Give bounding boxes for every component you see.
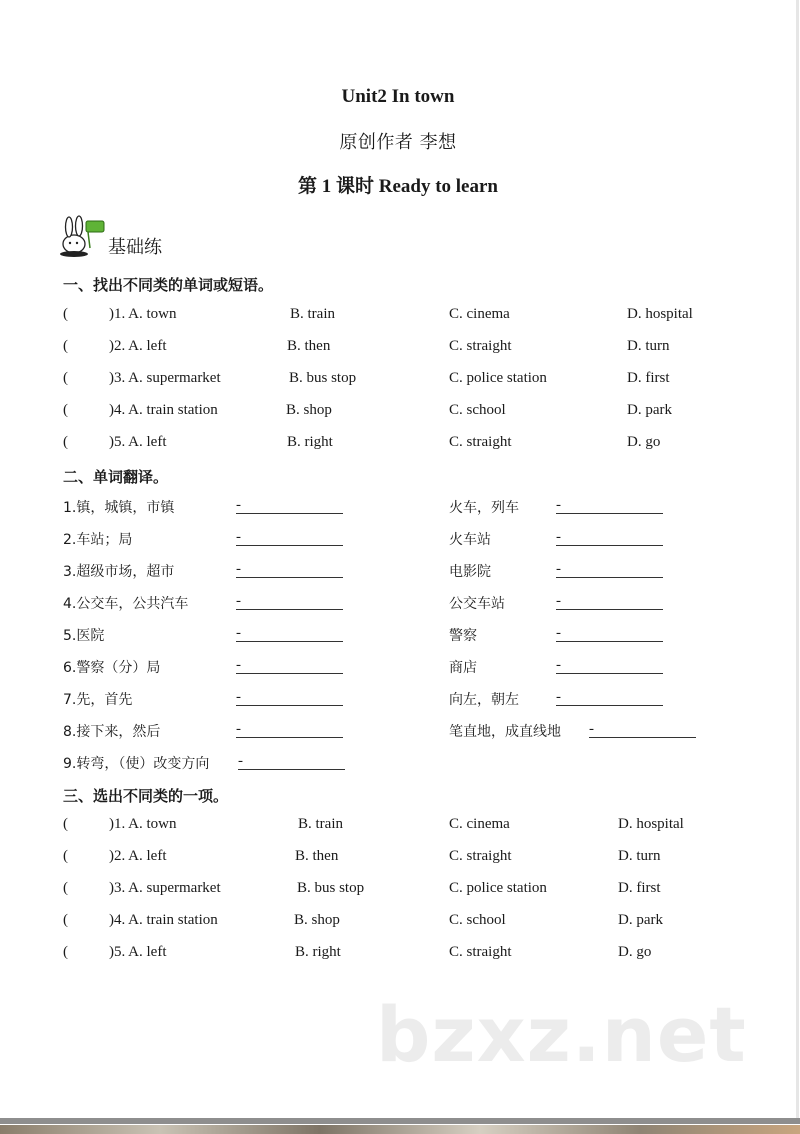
lesson-title: 第 1 课时 Ready to learn	[297, 176, 498, 197]
option-c: C. cinema	[449, 816, 510, 832]
answer-blank[interactable]	[556, 561, 663, 578]
option-d: D. first	[627, 370, 670, 386]
answer-paren[interactable]: (	[63, 338, 68, 354]
translation-row	[0, 657, 796, 681]
option-b: B. then	[295, 848, 339, 864]
option-a: )2. A. left	[109, 338, 167, 354]
option-c: C. straight	[449, 848, 512, 864]
option-a: )3. A. supermarket	[109, 880, 221, 896]
translation-prompt: 警察	[449, 628, 477, 644]
answer-blank[interactable]	[556, 529, 663, 546]
dash: -	[236, 657, 241, 673]
translation-prompt: 3.超级市场，超市	[63, 564, 175, 580]
question-row	[0, 880, 796, 904]
translation-prompt: 1.镇，城镇，市镇	[63, 500, 175, 516]
option-d: D. park	[627, 402, 672, 418]
answer-blank[interactable]	[236, 721, 343, 738]
answer-blank[interactable]	[236, 497, 343, 514]
option-d: D. first	[618, 880, 661, 896]
translation-row	[0, 561, 796, 585]
translation-prompt: 向左，朝左	[449, 692, 519, 708]
option-d: D. park	[618, 912, 663, 928]
dash: -	[236, 721, 241, 737]
option-a: )1. A. town	[109, 816, 177, 832]
answer-blank[interactable]	[236, 593, 343, 610]
answer-paren[interactable]: (	[63, 912, 68, 928]
option-b: B. shop	[294, 912, 340, 928]
translation-prompt: 2.车站；局	[63, 532, 133, 548]
dash: -	[236, 593, 241, 609]
question-row	[0, 306, 796, 330]
option-c: C. straight	[449, 338, 512, 354]
answer-blank[interactable]	[589, 721, 696, 738]
watermark: bzxz.net	[376, 990, 747, 1079]
answer-paren[interactable]: (	[63, 370, 68, 386]
option-c: C. school	[449, 912, 506, 928]
option-a: )4. A. train station	[109, 402, 218, 418]
dash: -	[556, 593, 561, 609]
option-a: )5. A. left	[109, 944, 167, 960]
option-b: B. shop	[286, 402, 332, 418]
rabbit-sign-icon	[60, 214, 110, 258]
answer-blank[interactable]	[556, 497, 663, 514]
section-badge-label: 基础练	[108, 237, 162, 258]
translation-prompt: 商店	[449, 660, 477, 676]
answer-blank[interactable]	[236, 529, 343, 546]
option-b: B. bus stop	[297, 880, 365, 896]
dash: -	[236, 561, 241, 577]
answer-blank[interactable]	[238, 753, 345, 770]
answer-paren[interactable]: (	[63, 306, 68, 322]
option-c: C. police station	[449, 370, 547, 386]
translation-row	[0, 625, 796, 649]
translation-prompt: 笔直地，成直线地	[449, 724, 561, 740]
question-row	[0, 944, 796, 968]
translation-row	[0, 753, 796, 777]
answer-paren[interactable]: (	[63, 880, 68, 896]
answer-blank[interactable]	[556, 657, 663, 674]
dash: -	[556, 689, 561, 705]
option-b: B. bus stop	[289, 370, 357, 386]
answer-paren[interactable]: (	[63, 944, 68, 960]
option-b: B. train	[298, 816, 343, 832]
option-d: D. hospital	[627, 306, 693, 322]
translation-prompt: 4.公交车，公共汽车	[63, 596, 189, 612]
answer-paren[interactable]: (	[63, 816, 68, 832]
option-b: B. right	[295, 944, 341, 960]
question-row	[0, 816, 796, 840]
option-b: B. right	[287, 434, 333, 450]
document-title: Unit2 In town	[341, 86, 455, 107]
next-page-preview	[0, 1125, 800, 1134]
question-row	[0, 338, 796, 362]
question-row	[0, 402, 796, 426]
option-a: )3. A. supermarket	[109, 370, 221, 386]
question-row	[0, 434, 796, 458]
option-d: D. turn	[618, 848, 661, 864]
translation-row	[0, 529, 796, 553]
dash: -	[238, 753, 243, 769]
translation-prompt: 8.接下来，然后	[63, 724, 161, 740]
translation-row	[0, 497, 796, 521]
option-d: D. hospital	[618, 816, 684, 832]
answer-paren[interactable]: (	[63, 434, 68, 450]
question-row	[0, 370, 796, 394]
question-row	[0, 912, 796, 936]
translation-prompt: 公交车站	[449, 596, 505, 612]
translation-prompt: 9.转弯，（使）改变方向	[63, 756, 210, 772]
answer-blank[interactable]	[556, 593, 663, 610]
dash: -	[589, 721, 594, 737]
section2-heading: 二、单词翻译。	[63, 468, 169, 486]
translation-prompt: 电影院	[449, 564, 491, 580]
dash: -	[236, 689, 241, 705]
answer-blank[interactable]	[236, 689, 343, 706]
section3-heading: 三、选出不同类的一项。	[63, 787, 229, 805]
translation-row	[0, 721, 796, 745]
translation-row	[0, 689, 796, 713]
option-a: )2. A. left	[109, 848, 167, 864]
section1-heading: 一、找出不同类的单词或短语。	[63, 276, 274, 294]
dash: -	[556, 561, 561, 577]
option-c: C. police station	[449, 880, 547, 896]
option-b: B. then	[287, 338, 331, 354]
dash: -	[556, 657, 561, 673]
translation-prompt: 火车站	[449, 532, 491, 548]
option-a: )1. A. town	[109, 306, 177, 322]
option-c: C. cinema	[449, 306, 510, 322]
option-c: C. straight	[449, 944, 512, 960]
author-line: 原创作者 李想	[339, 132, 457, 153]
translation-prompt: 7.先，首先	[63, 692, 133, 708]
answer-blank[interactable]	[556, 689, 663, 706]
option-c: C. straight	[449, 434, 512, 450]
option-d: D. go	[627, 434, 661, 450]
dash: -	[556, 497, 561, 513]
option-c: C. school	[449, 402, 506, 418]
dash: -	[236, 497, 241, 513]
option-d: D. go	[618, 944, 652, 960]
answer-blank[interactable]	[236, 561, 343, 578]
translation-prompt: 火车，列车	[449, 500, 519, 516]
answer-paren[interactable]: (	[63, 402, 68, 418]
option-a: )4. A. train station	[109, 912, 218, 928]
dash: -	[236, 529, 241, 545]
dash: -	[556, 625, 561, 641]
translation-row	[0, 593, 796, 617]
option-a: )5. A. left	[109, 434, 167, 450]
answer-blank[interactable]	[556, 625, 663, 642]
answer-blank[interactable]	[236, 657, 343, 674]
option-d: D. turn	[627, 338, 670, 354]
answer-paren[interactable]: (	[63, 848, 68, 864]
question-row	[0, 848, 796, 872]
dash: -	[556, 529, 561, 545]
answer-blank[interactable]	[236, 625, 343, 642]
dash: -	[236, 625, 241, 641]
translation-prompt: 5.医院	[63, 628, 105, 644]
horizontal-scrollbar[interactable]	[0, 1118, 800, 1124]
option-b: B. train	[290, 306, 335, 322]
translation-prompt: 6.警察（分）局	[63, 660, 161, 676]
